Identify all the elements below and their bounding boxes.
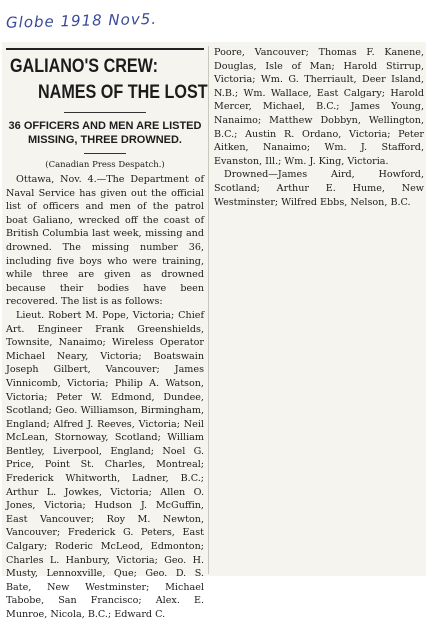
article-paragraph: Ottawa, Nov. 4.—The Department of Naval Service has given out the official list of officers and men of the patrol boat Galiano, wrecked off the coast of British Columbia last week, missing and drowned. The missing number 36, including five boys who were training, while three are given as drowned because their bodies have been recovered. The list is as follows: [6,174,204,308]
dispatch-credit: (Canadian Press Despatch.) [45,160,165,170]
headline-line-2: NAMES OF THE LOST [38,82,208,103]
article-body-right [214,46,424,209]
article-body-left [6,173,204,622]
article-paragraph: Poore, Vancouver; Thomas F. Kanene, Douglas, Isle of Man; Harold Stirrup, Victoria; Wm. G. Therriault, Deer Island, N.B.; Wm. Wallace, East Calgary; Harold Mercer, Michael, B.C.; James Young, Nanaimo; Matthew Dobbyn, Wellington, B.C.; Austin R. Ordano, Victoria; Peter Aitken, Nanaimo; Wm. J. Stafford, Evanston, Ill.; Wm. J. King, Victoria. [214,47,424,167]
article-column-right [212,46,426,246]
article-paragraph-drowned: Drowned—James Aird, Howford, Scotland; Arthur E. Hume, New Westminster; Wilfred Ebbs, Nelson, B.C. [214,169,424,208]
article-paragraph: Lieut. Robert M. Pope, Victoria; Chief Art. Engineer Frank Greenshields, Townsite, Nanaimo; Wireless Operator Michael Neary, Victoria; Boatswain Joseph Gilbert, Vancouver; James Vinnicomb, Victoria; Philip A. Watson, Victoria; Peter W. Edmond, Dundee, Scotland; Geo. Williamson, Birmingham, England; Alfred J. Reeves, Victoria; Neil McLean, Stornoway, Scotland; William Bentley, Liverpool, England; Noel G. Price, Point St. Charles, Montreal; Frederick Whitworth, Ladner, B.C.; Arthur L. Jowkes, Victoria; Allen O. Jones, Victoria; Hudson J. McGuffin, East Vancouver; Roy M. Newton, Vancouver; Frederick G. Peters, East Calgary; Roderic McLeod, Edmonton; Charles L. Hanbury, Victoria; Geo. H. Musty, Lennoxville, Que; Geo. D. S. Bate, New Westminster; Michael Tabobe, San Francisco; Alex. E. Munroe, Nicola, B.C.; Edward C. [6,309,204,620]
headline-top-rule [6,48,204,50]
subhead-divider [84,153,126,154]
handwritten-source-note: Globe 1918 Nov5. [5,9,158,32]
article-column-left [4,48,208,620]
headline-divider [64,112,146,113]
headline-line-1: GALIANO'S CREW: [10,56,158,77]
column-divider [208,46,209,574]
subheadline: 36 OFFICERS AND MEN ARE LISTED MISSING, THREE DROWNED. [8,120,202,146]
